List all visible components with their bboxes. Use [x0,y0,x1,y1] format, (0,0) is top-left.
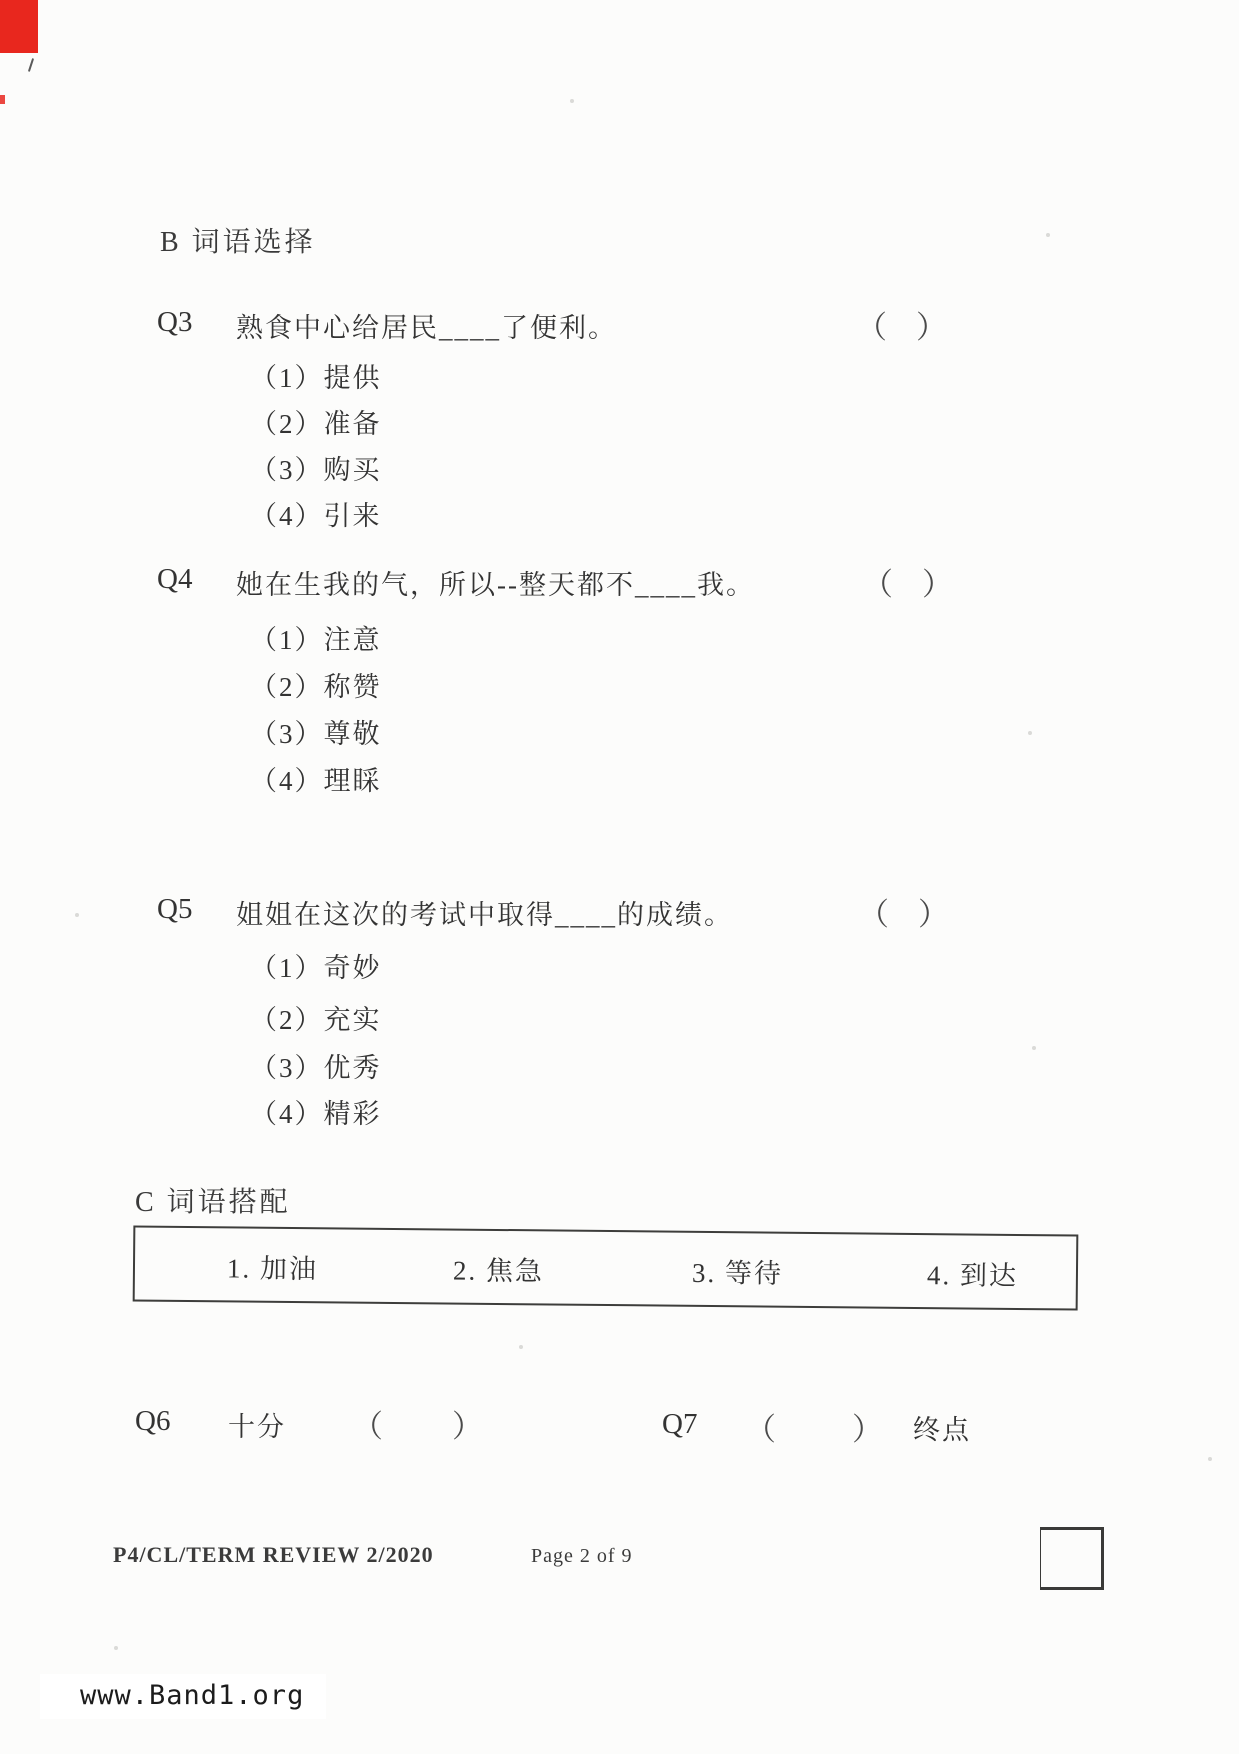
answer-bracket-open-q7: （ [745,1412,776,1447]
footer-page-number: Page 2 of 9 [531,1545,633,1567]
option-q4-4: （4）理睬 [250,766,382,796]
word-bank-item-3: 3. 等待 [691,1257,784,1289]
scan-speck [1032,1046,1036,1050]
red-corner-scan-mark [0,0,38,53]
scan-speck [1046,233,1050,237]
option-q5-4: （4）精彩 [250,1099,382,1129]
option-q5-2: （2）充实 [250,1005,382,1035]
question-q7-word: 终点 [913,1415,971,1445]
word-bank-item-1: 1. 加油 [226,1253,319,1285]
answer-bracket-open-q3: （ [856,310,887,345]
section-b-title: B 词语选择 [160,227,316,258]
answer-bracket-open-q5: （ [858,897,889,932]
watermark: www.Band1.org [40,1674,326,1719]
question-text-q4: 她在生我的气，所以--整天都不____我。 [236,570,755,600]
option-q4-2: （2）称赞 [250,672,382,702]
scan-speck [1208,1457,1212,1461]
pen-slash-mark [28,58,34,72]
scan-speck [75,913,79,917]
red-edge-speck [0,95,5,104]
question-text-q3: 熟食中心给居民____了便利。 [236,313,617,343]
question-q6-word: 十分 [228,1412,286,1442]
marking-box [1040,1527,1104,1590]
question-id-q3: Q3 [157,306,193,338]
question-id-q4: Q4 [157,563,193,595]
answer-bracket-close-q3: ） [916,310,947,345]
option-q4-3: （3）尊敬 [250,719,382,749]
option-q3-4: （4）引来 [250,501,382,531]
answer-bracket-open-q6: （ [352,1409,383,1444]
option-q5-1: （1）奇妙 [250,953,382,983]
question-id-q7: Q7 [662,1408,698,1440]
answer-bracket-close-q4: ） [922,567,953,602]
word-bank-item-4: 4. 到达 [926,1260,1019,1291]
option-q3-3: （3）购买 [250,455,382,485]
answer-bracket-close-q7: ） [852,1412,883,1447]
word-bank-item-2: 2. 焦急 [452,1255,545,1287]
scan-speck [114,1646,118,1650]
scan-speck [570,99,574,103]
answer-bracket-open-q4: （ [862,567,893,602]
option-q3-1: （1）提供 [250,363,382,393]
question-id-q6: Q6 [135,1405,171,1437]
question-id-q5: Q5 [157,893,193,925]
scan-speck [519,1345,523,1349]
answer-bracket-close-q5: ） [918,897,949,932]
word-bank-box [133,1225,1079,1310]
scan-speck [1028,731,1032,735]
section-c-title: C 词语搭配 [135,1187,291,1218]
option-q3-2: （2）准备 [250,409,382,439]
option-q4-1: （1）注意 [250,625,382,655]
answer-bracket-close-q6: ） [452,1409,483,1444]
option-q5-3: （3）优秀 [250,1053,382,1083]
question-text-q5: 姐姐在这次的考试中取得____的成绩。 [236,900,733,930]
footer-doc-ref: P4/CL/TERM REVIEW 2/2020 [113,1542,434,1567]
